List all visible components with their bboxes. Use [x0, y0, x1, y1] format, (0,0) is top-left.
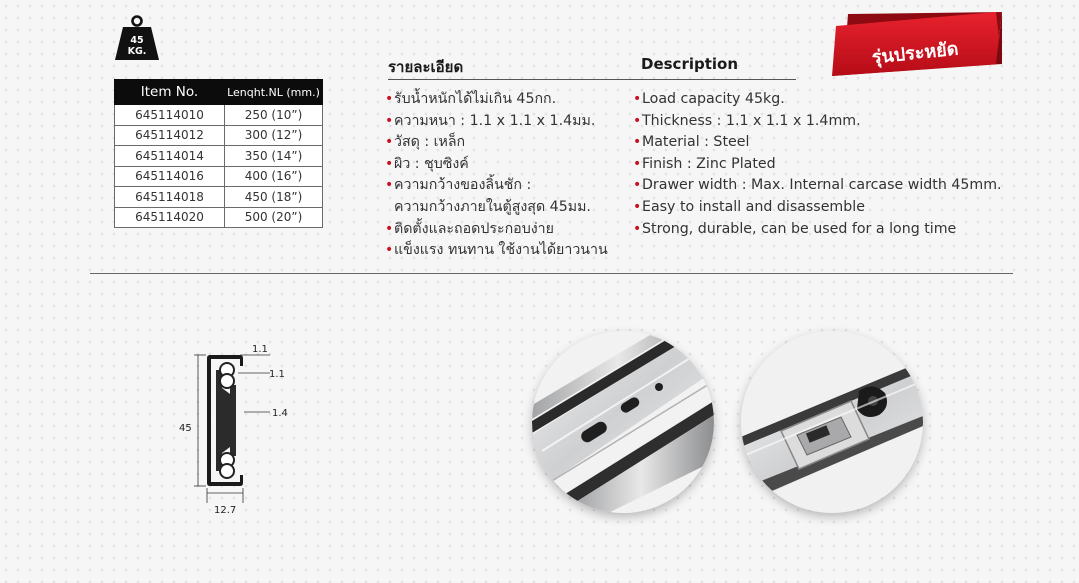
- description-heading: Description: [641, 55, 739, 73]
- thai-details-heading: รายละเอียด: [388, 58, 464, 76]
- table-row: [115, 125, 323, 146]
- list-item-continuation: ความกว้างภายในตู้สูงสุด 45มม.: [394, 198, 591, 215]
- table-row: [115, 207, 323, 228]
- bullet-icon: •: [633, 112, 642, 129]
- list-item: • แข็งแรง ทนทาน ใช้งานได้ยาวนาน: [385, 240, 608, 262]
- column-header-length: Lenqht.NL (mm.): [225, 80, 323, 105]
- dim-web-thickness: 1.4: [272, 408, 288, 419]
- table-header-row: [115, 80, 323, 105]
- section-divider: [90, 273, 1013, 274]
- cell-item-no: 645114010: [115, 105, 225, 126]
- dim-height: 45: [179, 423, 192, 434]
- weight-unit: KG.: [127, 46, 147, 57]
- bullet-icon: •: [385, 155, 394, 172]
- economy-badge-label: รุ่นประหยัด: [870, 38, 960, 69]
- cell-item-no: 645114016: [115, 166, 225, 187]
- slide-latch-photo: [741, 331, 923, 513]
- list-item: • ความกว้างของลิ้นชัก :: [385, 175, 608, 197]
- list-item: • Load capacity 45kg.: [633, 89, 1002, 111]
- list-item: • รับน้ำหนักได้ไม่เกิน 45กก.: [385, 89, 608, 111]
- table-row: [115, 146, 323, 167]
- dim-width: 12.7: [214, 505, 237, 516]
- cell-length: 400 (16”): [225, 166, 323, 187]
- bullet-icon: •: [385, 177, 394, 194]
- dim-side-thickness: 1.1: [269, 369, 285, 380]
- list-item: • Material : Steel: [633, 132, 1002, 154]
- bullet-icon: •: [633, 134, 642, 151]
- bullet-icon: •: [385, 112, 394, 129]
- cell-length: 250 (10”): [225, 105, 323, 126]
- list-item: • Strong, durable, can be used for a long time: [633, 219, 1002, 241]
- heading-divider: [388, 79, 796, 80]
- bullet-icon: •: [385, 134, 394, 151]
- cell-length: 350 (14”): [225, 146, 323, 167]
- table-row: [115, 105, 323, 126]
- cell-item-no: 645114020: [115, 207, 225, 228]
- bullet-icon: •: [385, 91, 394, 107]
- bullet-icon: •: [385, 220, 394, 237]
- slide-closeup-photo: [532, 331, 714, 513]
- weight-icon: [114, 14, 160, 62]
- list-item: • ติดตั้งและถอดประกอบง่าย: [385, 219, 608, 241]
- thai-feature-list: [385, 89, 608, 262]
- list-item: • ผิว : ชุบซิงค์: [385, 154, 608, 176]
- bullet-icon: •: [633, 155, 642, 172]
- cell-item-no: 645114012: [115, 125, 225, 146]
- cell-length: 450 (18”): [225, 187, 323, 208]
- cell-item-no: 645114014: [115, 146, 225, 167]
- list-item: • ความหนา : 1.1 x 1.1 x 1.4มม.: [385, 111, 608, 133]
- list-item: • Drawer width : Max. Internal carcase width 45mm.: [633, 175, 1002, 197]
- bullet-icon: •: [633, 177, 642, 194]
- bullet-icon: •: [633, 91, 642, 107]
- slide-profile-diagram: [170, 335, 310, 525]
- bullet-icon: •: [633, 220, 642, 237]
- spec-table: [114, 79, 323, 228]
- list-item: • วัสดุ : เหล็ก: [385, 132, 608, 154]
- cell-length: 300 (12”): [225, 125, 323, 146]
- bullet-icon: •: [633, 198, 642, 215]
- dim-top-thickness: 1.1: [252, 344, 268, 355]
- cell-length: 500 (20”): [225, 207, 323, 228]
- list-item: • Easy to install and disassemble: [633, 197, 1002, 219]
- table-row: [115, 166, 323, 187]
- list-item: • Finish : Zinc Plated: [633, 154, 1002, 176]
- cell-item-no: 645114018: [115, 187, 225, 208]
- bullet-icon: •: [385, 242, 394, 259]
- weight-value: 45: [130, 35, 144, 46]
- english-feature-list: [633, 89, 1002, 240]
- column-header-item-no: Item No.: [115, 80, 225, 105]
- table-row: [115, 187, 323, 208]
- list-item: • Thickness : 1.1 x 1.1 x 1.4mm.: [633, 111, 1002, 133]
